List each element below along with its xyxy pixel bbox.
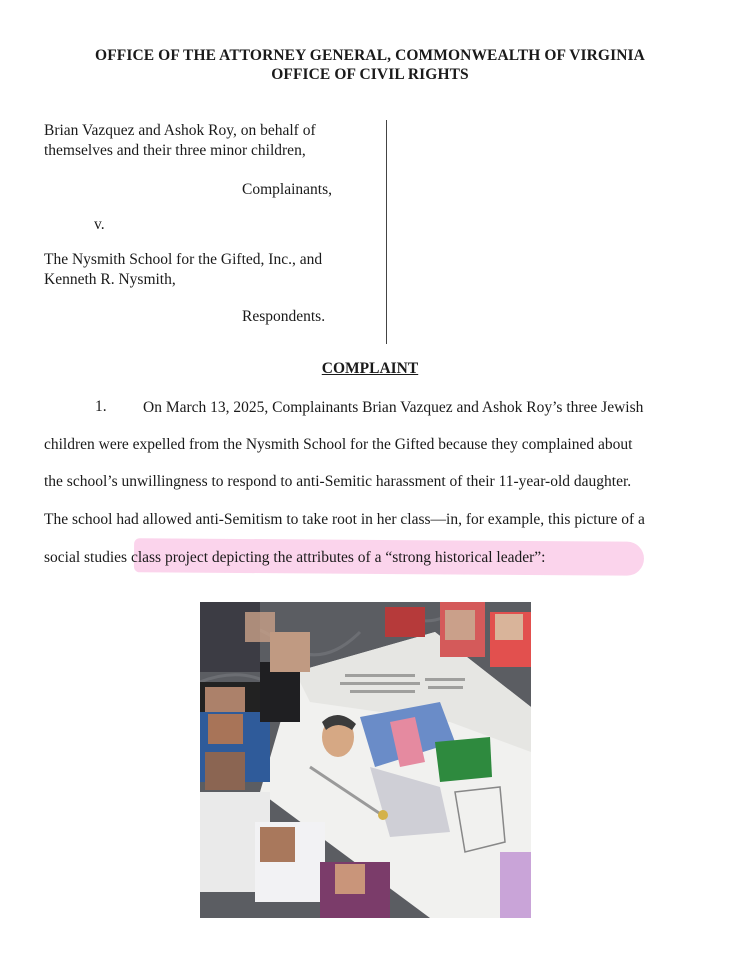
header-line-2: OFFICE OF CIVIL RIGHTS <box>271 66 469 83</box>
paragraph-line-2: children were expelled from the Nysmith School for the Gifted because they complained about <box>44 436 633 453</box>
paragraph-line-4: The school had allowed anti-Semitism to take root in her class—in, for example, this picture of a <box>44 511 645 528</box>
paragraph-line-3: the school’s unwillingness to respond to anti-Semitic harassment of their 11-year-old daughter. <box>44 473 632 490</box>
photo-illustration <box>200 602 531 918</box>
versus: v. <box>94 216 105 233</box>
respondents-label: Respondents. <box>242 308 326 325</box>
complainants-label: Complainants, <box>242 181 332 198</box>
class-project-photo <box>200 602 531 918</box>
paragraph-number: 1. <box>95 398 107 415</box>
document-header <box>0 46 740 84</box>
paragraph-line-1: On March 13, 2025, Complainants Brian Vazquez and Ashok Roy’s three Jewish <box>143 399 644 416</box>
caption-divider <box>386 120 387 344</box>
complainants-line-1: Brian Vazquez and Ashok Roy, on behalf of <box>44 122 316 139</box>
header-line-1: OFFICE OF THE ATTORNEY GENERAL, COMMONWEALTH OF VIRGINIA <box>95 47 645 64</box>
paragraph-line-5: social studies class project depicting the attributes of a “strong historical leader”: <box>44 549 546 566</box>
complaint-title: COMPLAINT <box>321 360 419 377</box>
respondents-line-2: Kenneth R. Nysmith, <box>44 271 176 288</box>
complainants-line-2: themselves and their three minor children, <box>44 142 306 159</box>
respondents-line-1: The Nysmith School for the Gifted, Inc., and <box>44 251 323 268</box>
